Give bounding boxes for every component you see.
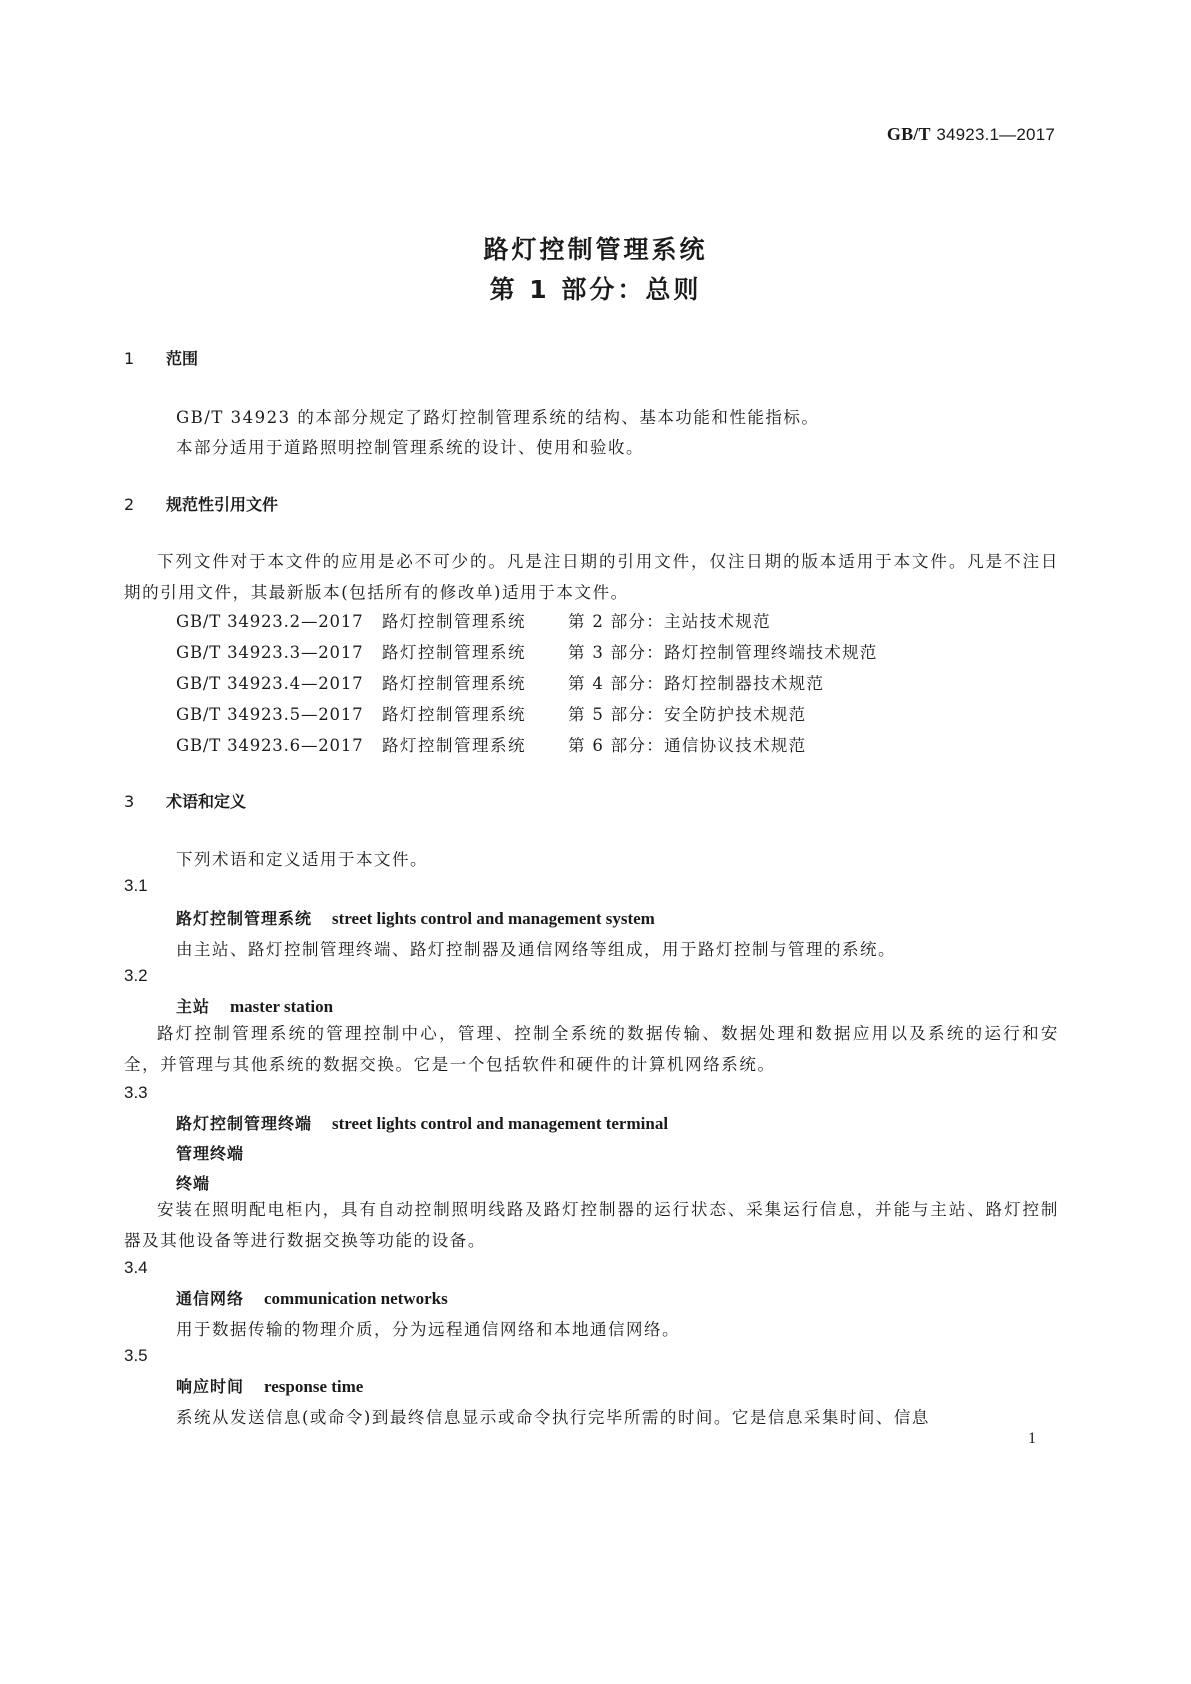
section-heading-scope <box>124 346 198 369</box>
term-heading <box>176 1286 448 1309</box>
section-heading-normative-references <box>124 492 278 515</box>
scope-paragraph-1: GB/T 34923 的本部分规定了路灯控制管理系统的结构、基本功能和性能指标。 <box>176 408 820 427</box>
standard-code <box>887 124 1055 145</box>
reference-code: GB/T 34923.5—2017 <box>176 705 364 724</box>
term-english: street lights control and management system <box>332 909 655 928</box>
term-chinese: 响应时间 <box>176 1377 245 1396</box>
standard-number: 34923.1—2017 <box>936 125 1055 144</box>
term-definition: 由主站、路灯控制管理终端、路灯控制器及通信网络等组成，用于路灯控制与管理的系统。 <box>176 940 896 959</box>
references-intro: 下列文件对于本文件的应用是必不可少的。凡是注日期的引用文件，仅注日期的版本适用于本文件。凡是不注日期的引用文件，其最新版本(包括所有的修改单)适用于本文件。 <box>124 552 1059 602</box>
term-number: 3.5 <box>124 1346 148 1365</box>
page-number: 1 <box>1028 1430 1036 1447</box>
section-number: 2 <box>124 495 135 514</box>
scope-paragraph-2: 本部分适用于道路照明控制管理系统的设计、使用和验收。 <box>176 438 644 457</box>
term-number: 3.3 <box>124 1083 148 1102</box>
reference-system: 路灯控制管理系统 <box>382 643 526 662</box>
reference-item <box>176 608 771 632</box>
reference-item <box>176 701 807 725</box>
term-chinese: 路灯控制管理系统 <box>176 909 313 928</box>
term-chinese: 主站 <box>176 997 211 1016</box>
term-synonym <box>176 1171 210 1194</box>
section-heading-terms <box>124 789 246 812</box>
term-definition: 安装在照明配电柜内，具有自动控制照明线路及路灯控制器的运行状态、采集运行信息，并能与主站、路灯控制器及其他设备等进行数据交换等功能的设备。 <box>124 1200 1059 1250</box>
reference-code: GB/T 34923.4—2017 <box>176 674 364 693</box>
term-number: 3.2 <box>124 966 148 985</box>
terms-intro: 下列术语和定义适用于本文件。 <box>176 850 428 869</box>
section-title: 规范性引用文件 <box>166 495 279 514</box>
section-number: 3 <box>124 792 135 811</box>
reference-system: 路灯控制管理系统 <box>382 612 526 631</box>
document-subtitle: 第 1 部分：总则 <box>489 275 702 304</box>
term-definition: 系统从发送信息(或命令)到最终信息显示或命令执行完毕所需的时间。它是信息采集时间、信息 <box>176 1408 930 1427</box>
document-title: 路灯控制管理系统 <box>483 235 708 264</box>
term-english: master station <box>230 997 334 1016</box>
reference-item <box>176 670 824 694</box>
term-english: street lights control and management terminal <box>332 1114 669 1133</box>
reference-part: 第 6 部分：通信协议技术规范 <box>568 736 807 755</box>
reference-code: GB/T 34923.3—2017 <box>176 643 364 662</box>
standard-prefix: GB/T <box>886 124 931 144</box>
reference-part: 第 3 部分：路灯控制管理终端技术规范 <box>568 643 878 662</box>
reference-item <box>176 732 807 756</box>
term-definition: 用于数据传输的物理介质，分为远程通信网络和本地通信网络。 <box>176 1320 680 1339</box>
reference-item <box>176 639 878 663</box>
term-synonym <box>176 1141 244 1164</box>
term-synonym-text: 管理终端 <box>176 1144 245 1163</box>
reference-system: 路灯控制管理系统 <box>382 736 526 755</box>
reference-part: 第 2 部分：主站技术规范 <box>568 612 771 631</box>
reference-code: GB/T 34923.6—2017 <box>176 736 364 755</box>
term-number: 3.1 <box>124 876 148 895</box>
term-heading <box>176 1111 668 1134</box>
section-title: 范围 <box>166 349 199 368</box>
section-number: 1 <box>124 349 135 368</box>
term-chinese: 通信网络 <box>176 1289 245 1308</box>
term-definition: 路灯控制管理系统的管理控制中心，管理、控制全系统的数据传输、数据处理和数据应用以及系统的运行和安全，并管理与其他系统的数据交换。它是一个包括软件和硬件的计算机网络系统。 <box>124 1024 1059 1074</box>
term-heading <box>176 1374 363 1397</box>
term-heading <box>176 994 333 1017</box>
term-number: 3.4 <box>124 1258 148 1277</box>
term-english: response time <box>264 1377 364 1396</box>
reference-part: 第 4 部分：路灯控制器技术规范 <box>568 674 825 693</box>
reference-system: 路灯控制管理系统 <box>382 674 526 693</box>
term-english: communication networks <box>264 1289 448 1308</box>
term-chinese: 路灯控制管理终端 <box>176 1114 313 1133</box>
reference-part: 第 5 部分：安全防护技术规范 <box>568 705 807 724</box>
term-synonym-text: 终端 <box>176 1174 211 1193</box>
reference-code: GB/T 34923.2—2017 <box>176 612 364 631</box>
term-heading <box>176 906 655 929</box>
reference-system: 路灯控制管理系统 <box>382 705 526 724</box>
section-title: 术语和定义 <box>166 792 247 811</box>
